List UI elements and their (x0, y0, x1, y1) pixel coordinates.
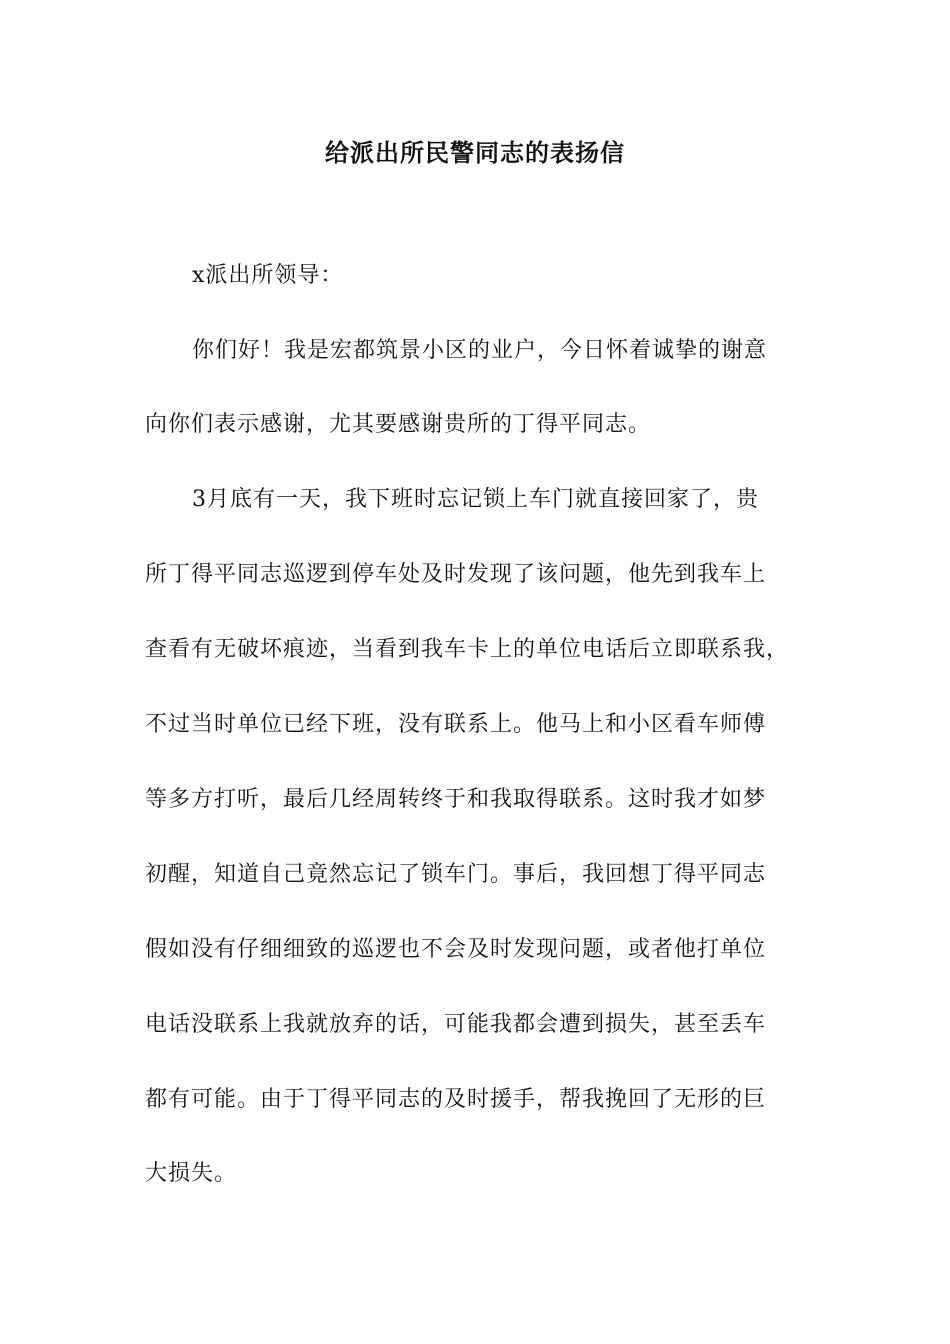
body-line-10: 电话没联系上我就放弃的话，可能我都会遭到损失，甚至丢车 (145, 1012, 767, 1037)
body-line-4: 所丁得平同志巡逻到停车处及时发现了该问题，他先到我车上 (145, 562, 767, 587)
body-line-2: 向你们表示感谢，尤其要感谢贵所的丁得平同志。 (145, 412, 652, 437)
body-line-5: 查看有无破坏痕迹，当看到我车卡上的单位电话后立即联系我， (145, 637, 790, 662)
body-line-3: 3月底有一天，我下班时忘记锁上车门就直接回家了，贵 (192, 487, 759, 512)
body-line-7: 等多方打听，最后几经周转终于和我取得联系。这时我才如梦 (145, 787, 767, 812)
body-line-12: 大损失。 (145, 1161, 238, 1186)
body-line-8: 初醒，知道自己竟然忘记了锁车门。事后，我回想丁得平同志 (145, 862, 767, 887)
body-line-1: 你们好！我是宏都筑景小区的业户，今日怀着诚挚的谢意 (192, 338, 768, 363)
body-line-9: 假如没有仔细细致的巡逻也不会及时发现问题，或者他打单位 (145, 937, 767, 962)
body-line-6: 不过当时单位已经下班，没有联系上。他马上和小区看车师傅 (145, 712, 767, 737)
salutation: x派出所领导： (192, 263, 344, 288)
body-line-11: 都有可能。由于丁得平同志的及时援手，帮我挽回了无形的巨 (145, 1087, 767, 1112)
letter-title: 给派出所民警同志的表扬信 (325, 139, 625, 167)
